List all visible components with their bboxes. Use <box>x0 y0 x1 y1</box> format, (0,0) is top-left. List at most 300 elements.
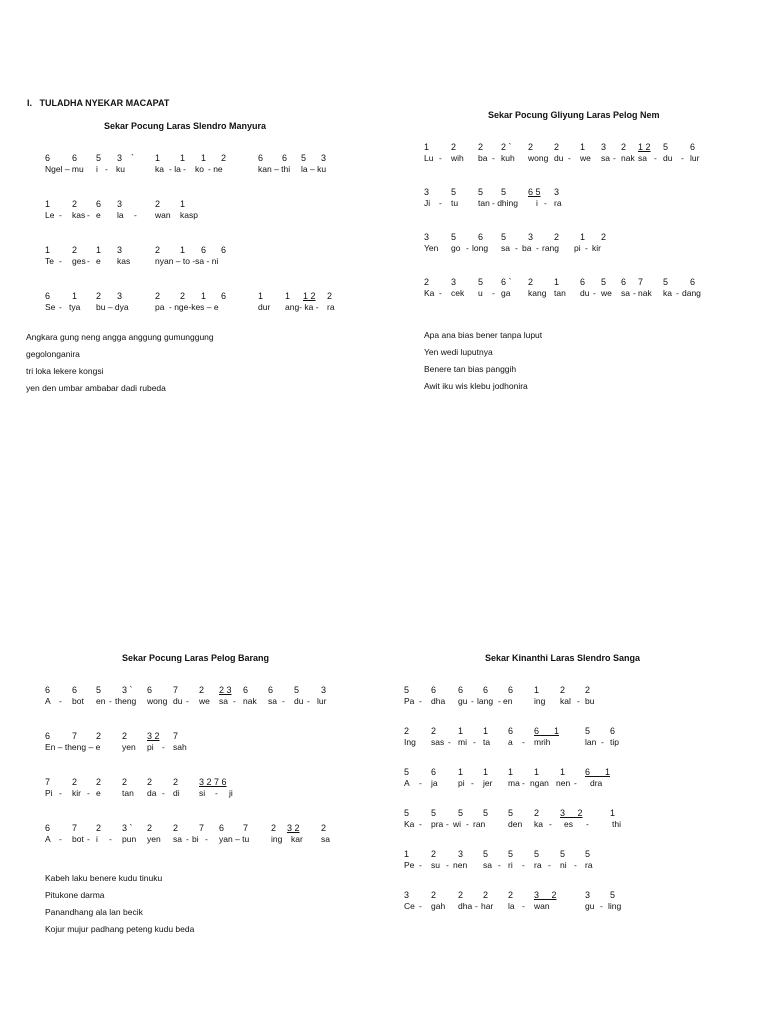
note-token: 6 <box>45 685 51 695</box>
note-token: 1 <box>201 291 207 301</box>
lyric-syllable: - <box>448 737 451 747</box>
note-token: 2 <box>431 890 437 900</box>
lyric-syllable: - <box>87 256 90 266</box>
lyric-syllable: - <box>466 819 469 829</box>
notes-row <box>404 849 704 860</box>
note-token: 7 <box>638 277 644 287</box>
note-token: 5 <box>610 890 616 900</box>
lyrics-row <box>45 788 345 799</box>
note-token: 6 <box>45 731 51 741</box>
note-token: 6 <box>621 277 627 287</box>
verse-line: gegolonganira <box>26 349 80 359</box>
song-title-pocung-slendro-manyura: Sekar Pocung Laras Slendro Manyura <box>104 121 267 131</box>
lyric-syllable: tan <box>122 788 134 798</box>
lyric-syllable: tan <box>554 288 566 298</box>
lyric-syllable: wan <box>534 901 550 911</box>
note-token: 3 <box>424 232 430 242</box>
note-token: 7 <box>243 823 249 833</box>
verse-line: Awit iku wis klebu jodhonira <box>424 381 528 391</box>
lyrics-row <box>45 210 345 221</box>
notes-row <box>404 767 704 778</box>
notes-row <box>45 823 345 834</box>
lyric-syllable: ni <box>560 860 567 870</box>
lyric-syllable: nak <box>621 153 635 163</box>
note-token: 1 <box>45 245 51 255</box>
note-token: 2 <box>155 245 161 255</box>
lyric-syllable: lan <box>585 737 597 747</box>
note-token: 7 <box>72 823 78 833</box>
lyric-syllable: - <box>471 696 474 706</box>
lyric-syllable: wi <box>453 819 462 829</box>
note-token: 5 <box>501 232 507 242</box>
lyric-syllable: - <box>585 243 588 253</box>
note-token: 7 <box>199 823 205 833</box>
notes-row <box>404 685 704 696</box>
lyric-syllable: - <box>59 788 62 798</box>
note-token: 5 <box>483 808 489 818</box>
note-token: 2 <box>534 808 540 818</box>
lyric-syllable: Pi <box>45 788 53 798</box>
note-token: 6 <box>221 291 227 301</box>
note-token: 5 <box>560 849 566 859</box>
note-token: 1 <box>610 808 616 818</box>
lyrics-row <box>404 860 704 871</box>
notation-line <box>424 277 724 299</box>
lyric-syllable: ja <box>431 778 438 788</box>
lyric-syllable: - <box>466 243 469 253</box>
note-token: 2 <box>271 823 277 833</box>
lyric-syllable: - <box>439 153 442 163</box>
lyric-syllable: pun <box>122 834 137 844</box>
note-token: 2 <box>424 277 430 287</box>
notation-line <box>404 890 704 912</box>
note-token: 3 <box>585 890 591 900</box>
note-token: 5 <box>451 187 457 197</box>
lyrics-row <box>45 256 345 267</box>
note-token: 3 <box>117 245 123 255</box>
note-token: 6 <box>610 726 616 736</box>
lyric-syllable: ji <box>229 788 233 798</box>
note-token: 6 <box>478 232 484 242</box>
lyric-syllable: bu – dya <box>96 302 129 312</box>
lyric-syllable: sa <box>483 860 492 870</box>
lyric-syllable: Pa <box>404 696 415 706</box>
note-token: 1 <box>285 291 291 301</box>
note-token: 5 <box>96 685 102 695</box>
notation-line <box>404 685 704 707</box>
note-token: 2 <box>173 823 179 833</box>
lyrics-row <box>424 153 724 164</box>
notation-line <box>404 767 704 789</box>
lyric-syllable: - <box>593 288 596 298</box>
lyric-syllable: - <box>574 860 577 870</box>
lyric-syllable: Ngel – mu <box>45 164 84 174</box>
lyric-syllable: sa <box>501 243 510 253</box>
lyric-syllable: sa <box>621 288 630 298</box>
verse-block <box>26 329 214 397</box>
lyric-syllable: lang <box>477 696 494 706</box>
lyrics-row <box>45 302 345 313</box>
lyric-syllable: sa <box>638 153 647 163</box>
note-token: 2 ` <box>501 142 512 152</box>
notes-row <box>45 153 345 164</box>
notation-line <box>424 232 724 254</box>
lyric-syllable: - <box>87 834 90 844</box>
lyric-syllable: we <box>601 288 612 298</box>
note-token: 1 <box>201 153 207 163</box>
lyric-syllable: ta <box>483 737 491 747</box>
lyric-syllable: Se <box>45 302 56 312</box>
note-token: 6 <box>243 685 249 695</box>
note-token: 2 <box>96 731 102 741</box>
lyric-syllable: - <box>492 153 495 163</box>
lyric-syllable: Ing <box>404 737 416 747</box>
lyric-syllable: Pe <box>404 860 415 870</box>
lyric-syllable: - la - <box>169 164 186 174</box>
note-token: 1 <box>45 199 51 209</box>
note-token: 7 <box>173 685 179 695</box>
lyric-syllable: - <box>215 788 218 798</box>
notes-row <box>404 890 704 901</box>
notation-line <box>45 245 345 267</box>
lyric-syllable: - <box>109 696 112 706</box>
lyric-syllable: ba <box>522 243 532 253</box>
lyric-syllable: Te <box>45 256 54 266</box>
note-token: 6 <box>483 685 489 695</box>
lyric-syllable: dha <box>431 696 446 706</box>
note-token: 3 <box>528 232 534 242</box>
note-token: 6 <box>282 153 288 163</box>
note-token: 6 <box>258 153 264 163</box>
note-token: 2 <box>173 777 179 787</box>
lyric-syllable: dha <box>458 901 473 911</box>
note-token: 1 <box>483 767 489 777</box>
notation-block <box>45 153 345 337</box>
notation-line <box>404 849 704 871</box>
lyric-syllable: ku <box>116 164 125 174</box>
note-token: 1 <box>180 245 186 255</box>
lyric-syllable: kuh <box>501 153 515 163</box>
note-token: 3 <box>404 890 410 900</box>
note-token: 2 <box>72 777 78 787</box>
lyrics-row <box>424 243 724 254</box>
note-token: 6 <box>147 685 153 695</box>
note-token: 5 <box>663 277 669 287</box>
note-token: 2 <box>404 726 410 736</box>
note-token: 3 <box>321 153 327 163</box>
note-token: 5 <box>301 153 307 163</box>
lyric-syllable: - <box>574 778 577 788</box>
lyric-syllable: - <box>522 778 525 788</box>
note-token: 6 <box>45 823 51 833</box>
note-token: 6 <box>45 153 51 163</box>
notes-row <box>45 199 345 210</box>
notes-row <box>424 232 724 243</box>
note-token: 6 <box>431 767 437 777</box>
verse-line: tri loka lekere kongsi <box>26 366 104 376</box>
note-token: 2 <box>560 685 566 695</box>
note-token: 3 2 <box>534 890 557 900</box>
note-token: 2 <box>621 142 627 152</box>
lyric-syllable: ri <box>508 860 513 870</box>
lyric-syllable: kasp <box>180 210 198 220</box>
lyric-syllable: pa <box>155 302 165 312</box>
lyric-syllable: A <box>45 834 51 844</box>
note-token: 2 <box>96 777 102 787</box>
lyric-syllable: bu <box>585 696 595 706</box>
lyric-syllable: rang <box>542 243 560 253</box>
note-token: 2 <box>180 291 186 301</box>
lyrics-row <box>424 198 724 209</box>
verse-line: Kojur mujur padhang peteng kudu beda <box>45 924 195 934</box>
lyric-syllable: ngan <box>530 778 549 788</box>
lyric-syllable: - <box>498 696 501 706</box>
lyric-syllable: yan – tu <box>219 834 250 844</box>
lyric-syllable: - <box>233 696 236 706</box>
lyric-syllable: - <box>419 778 422 788</box>
note-token: 2 <box>431 849 437 859</box>
lyric-syllable: ang- ka - <box>285 302 319 312</box>
lyric-syllable: - <box>515 243 518 253</box>
lyric-syllable: den <box>508 819 523 829</box>
lyric-syllable: - <box>549 819 552 829</box>
lyric-syllable: dang <box>682 288 701 298</box>
lyric-syllable: sas <box>431 737 445 747</box>
note-token: 2 <box>147 823 153 833</box>
note-token: 1 2 <box>638 142 651 152</box>
lyric-syllable: - <box>59 256 62 266</box>
lyric-syllable: e <box>96 788 101 798</box>
notation-line <box>45 731 345 753</box>
lyric-syllable: ing <box>534 696 546 706</box>
note-token: 1 <box>580 232 586 242</box>
note-token: 1 <box>180 199 186 209</box>
notation-line <box>404 808 704 830</box>
lyric-syllable: - <box>446 860 449 870</box>
notation-block <box>45 685 345 869</box>
note-token: 2 <box>122 731 128 741</box>
note-token: 6 1 <box>585 767 611 777</box>
note-token: 2 <box>122 777 128 787</box>
lyric-syllable: e <box>96 210 101 220</box>
note-token: 6 <box>458 685 464 695</box>
note-token: 2 <box>528 142 534 152</box>
lyric-syllable: - <box>522 860 525 870</box>
note-token: 6 ` <box>501 277 512 287</box>
lyric-syllable: nak <box>638 288 652 298</box>
lyric-syllable: - <box>473 737 476 747</box>
note-token: 2 <box>528 277 534 287</box>
lyric-syllable: si <box>199 788 206 798</box>
lyric-syllable: kir <box>72 788 81 798</box>
lyric-syllable: ka <box>663 288 672 298</box>
lyric-syllable: - dhing <box>492 198 518 208</box>
verse-line: Benere tan bias panggih <box>424 364 517 374</box>
lyric-syllable: di <box>173 788 180 798</box>
lyric-syllable: tya <box>69 302 81 312</box>
lyric-syllable: pi <box>458 778 465 788</box>
lyric-syllable: - <box>633 288 636 298</box>
lyric-syllable: we <box>199 696 210 706</box>
note-token: 2 <box>96 823 102 833</box>
notes-row <box>424 277 724 288</box>
verse-block <box>45 870 194 938</box>
notation-line <box>45 153 345 175</box>
lyrics-row <box>404 778 704 789</box>
note-token: 1 <box>180 153 186 163</box>
note-token: 6 <box>96 199 102 209</box>
lyric-syllable: ka <box>534 819 543 829</box>
lyric-syllable: Ji <box>424 198 431 208</box>
lyric-syllable: la <box>117 210 124 220</box>
lyric-syllable: ba <box>478 153 488 163</box>
lyric-syllable: - <box>577 696 580 706</box>
lyric-syllable: du <box>173 696 183 706</box>
notation-line <box>424 187 724 209</box>
lyric-syllable: ra <box>554 198 562 208</box>
lyric-syllable: bot <box>72 834 84 844</box>
note-token: 6 <box>508 726 514 736</box>
note-token: 5 <box>404 767 410 777</box>
note-token: 5 <box>458 808 464 818</box>
lyric-syllable: gu <box>585 901 595 911</box>
lyric-syllable: en <box>96 696 106 706</box>
lyric-syllable: wong <box>147 696 168 706</box>
lyric-syllable: mi <box>458 737 467 747</box>
note-token: 3 <box>451 277 457 287</box>
lyric-syllable: - <box>600 901 603 911</box>
lyric-syllable: i <box>96 164 98 174</box>
lyric-syllable: ka <box>155 164 164 174</box>
lyric-syllable: du <box>663 153 673 163</box>
lyric-syllable: En – theng – e <box>45 742 101 752</box>
lyric-syllable: i <box>536 198 538 208</box>
note-token: 6 <box>268 685 274 695</box>
lyric-syllable: Ka <box>404 819 415 829</box>
note-token: 2 <box>155 291 161 301</box>
lyric-syllable: - <box>498 860 501 870</box>
verse-line: Angkara gung neng angga anggung gumunggung <box>26 332 214 342</box>
note-token: 5 <box>294 685 300 695</box>
note-token: 5 <box>508 849 514 859</box>
note-token: 2 3 <box>219 685 232 695</box>
lyric-syllable: cek <box>451 288 465 298</box>
lyrics-row <box>45 164 345 175</box>
note-token: 1 <box>534 685 540 695</box>
note-token: 2 <box>483 890 489 900</box>
lyric-syllable: - <box>568 153 571 163</box>
note-token: 6 <box>690 142 696 152</box>
note-token: 3 <box>554 187 560 197</box>
note-token: 5 <box>663 142 669 152</box>
note-token: 2 <box>508 890 514 900</box>
lyric-syllable: - <box>87 788 90 798</box>
lyric-syllable: a <box>508 737 513 747</box>
lyric-syllable: - <box>601 737 604 747</box>
lyric-syllable: - <box>59 302 62 312</box>
lyric-syllable: ra <box>534 860 542 870</box>
lyric-syllable: - <box>586 819 589 829</box>
lyric-syllable: - <box>59 834 62 844</box>
note-token: 1 <box>458 726 464 736</box>
lyric-syllable: da <box>147 788 157 798</box>
song-title-kinanthi-slendro-sanga: Sekar Kinanthi Laras Slendro Sanga <box>485 653 641 663</box>
lyric-syllable: ra <box>585 860 593 870</box>
notation-block <box>404 685 704 931</box>
lyric-syllable: kal <box>560 696 571 706</box>
lyric-syllable: kang <box>528 288 547 298</box>
note-token: 3 <box>117 291 123 301</box>
lyric-syllable: - <box>419 860 422 870</box>
note-token: 5 <box>431 808 437 818</box>
lyric-syllable: - <box>59 696 62 706</box>
note-token: 3 2 7 6 <box>199 777 227 787</box>
lyric-syllable: lur <box>690 153 700 163</box>
lyric-syllable: yen <box>122 742 136 752</box>
lyric-syllable: mrih <box>534 737 551 747</box>
lyric-syllable: A <box>404 778 410 788</box>
lyric-syllable: du <box>554 153 564 163</box>
lyric-syllable: Ce <box>404 901 415 911</box>
note-token: 1 <box>534 767 540 777</box>
note-token: 6 <box>221 245 227 255</box>
lyric-syllable: - <box>109 834 112 844</box>
notation-line <box>404 726 704 748</box>
note-token: 3 ` <box>122 685 133 695</box>
lyric-syllable: wong <box>528 153 549 163</box>
notation-line <box>45 685 345 707</box>
lyric-syllable: long <box>472 243 489 253</box>
lyric-syllable: wan <box>155 210 171 220</box>
verse-line: Pitukone darma <box>45 890 105 900</box>
lyric-syllable: Yen <box>424 243 439 253</box>
note-token: 5 <box>96 153 102 163</box>
note-token: 6 <box>45 291 51 301</box>
lyric-syllable: sa <box>173 834 182 844</box>
verse-line: Yen wedi luputnya <box>424 347 493 357</box>
note-token: 5 <box>478 187 484 197</box>
note-token: 2 <box>96 291 102 301</box>
lyric-syllable: ko <box>195 164 204 174</box>
note-token: 2 <box>327 291 333 301</box>
lyric-syllable: - <box>536 243 539 253</box>
notation-line <box>45 777 345 799</box>
lyric-syllable: - <box>676 288 679 298</box>
lyric-syllable: A <box>45 696 51 706</box>
note-token: 6 <box>72 685 78 695</box>
note-token: 6 <box>219 823 225 833</box>
lyric-syllable: - <box>162 788 165 798</box>
notes-row <box>424 187 724 198</box>
note-token: 2 <box>601 232 607 242</box>
note-token: 5 <box>585 849 591 859</box>
lyric-syllable: - <box>492 288 495 298</box>
lyric-syllable: ra <box>327 302 335 312</box>
lyric-syllable: Ka <box>424 288 435 298</box>
note-token: 3 <box>321 685 327 695</box>
lyric-syllable: dur <box>258 302 271 312</box>
lyric-syllable: - <box>548 860 551 870</box>
lyric-syllable: - <box>613 153 616 163</box>
lyric-syllable: ran <box>473 819 486 829</box>
lyric-syllable: nyan – to -sa - ni <box>155 256 219 266</box>
lyric-syllable: tu <box>451 198 459 208</box>
note-token: 5 <box>601 277 607 287</box>
notes-row <box>45 291 345 302</box>
lyric-syllable: e <box>96 256 101 266</box>
lyric-syllable: sah <box>173 742 187 752</box>
lyric-syllable: bot <box>72 696 84 706</box>
